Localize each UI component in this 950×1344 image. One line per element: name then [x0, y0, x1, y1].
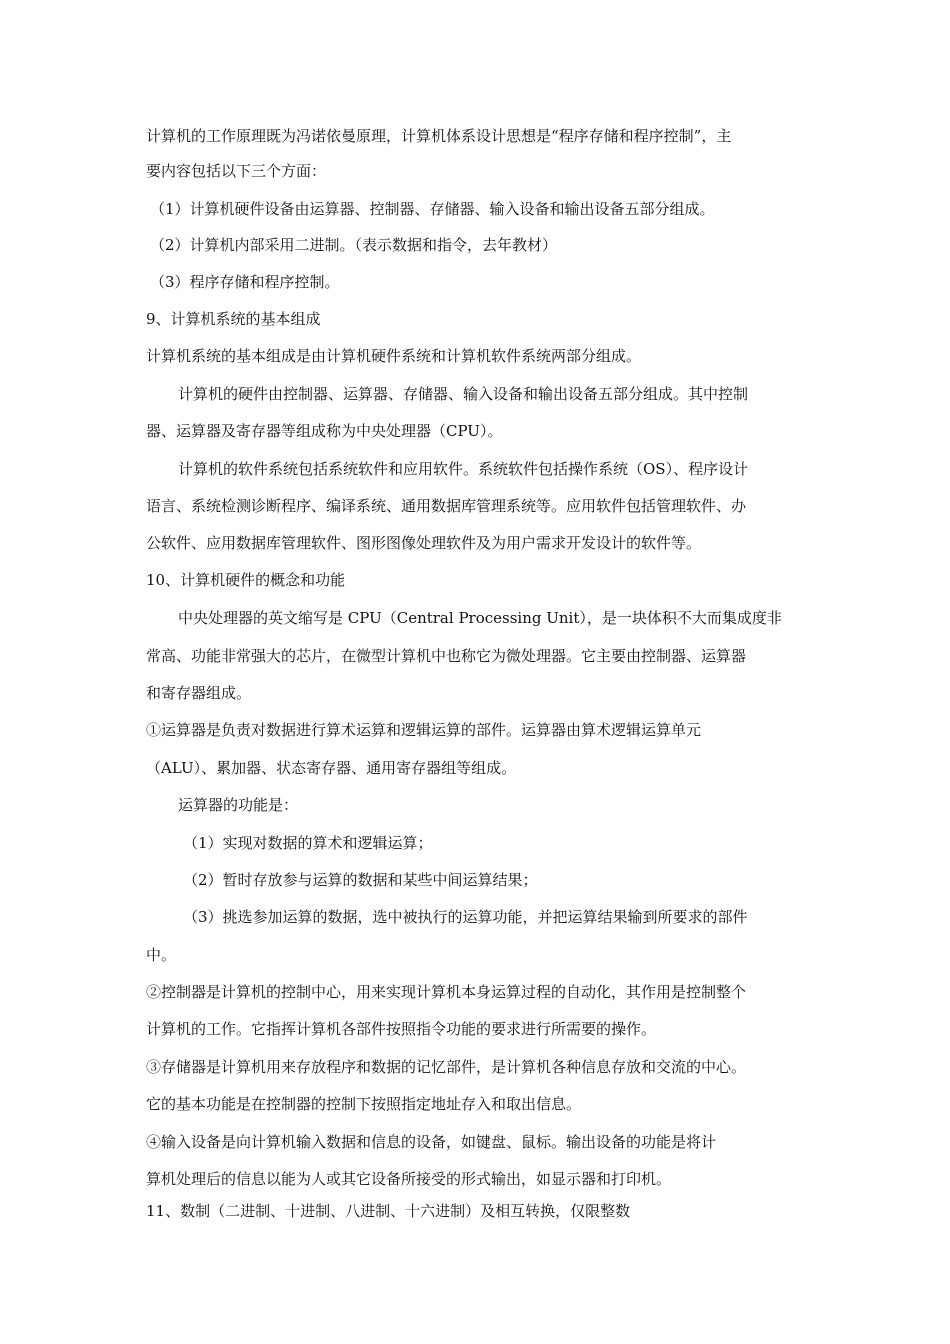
section-heading: 10、计算机硬件的概念和功能 [146, 571, 346, 589]
list-item: （1）计算机硬件设备由运算器、控制器、存储器、输入设备和输出设备五部分组成。 [150, 200, 715, 218]
section-heading: 11、数制（二进制、十进制、八进制、十六进制）及相互转换，仅限整数 [146, 1202, 631, 1220]
text-line: 常高、功能非常强大的芯片，在微型计算机中也称它为微处理器。它主要由控制器、运算器 [146, 647, 747, 665]
text-line: ③存储器是计算机用来存放程序和数据的记忆部件，是计算机各种信息存放和交流的中心。 [146, 1058, 747, 1076]
text-line: 中。 [146, 946, 177, 964]
text-line: ②控制器是计算机的控制中心，用来实现计算机本身运算过程的自动化，其作用是控制整个 [146, 983, 747, 1001]
section-heading: 9、计算机系统的基本组成 [146, 310, 321, 328]
text-line: 和寄存器组成。 [146, 684, 252, 702]
list-item: （2）暂时存放参与运算的数据和某些中间运算结果； [183, 871, 538, 889]
list-item: （1）实现对数据的算术和逻辑运算； [183, 834, 433, 852]
list-item: （3）程序存储和程序控制。 [150, 273, 340, 291]
text-line: 中央处理器的英文缩写是 CPU（Central Processing Unit），是一块体积不大而集成度非 [178, 609, 782, 627]
text-line: 计算机系统的基本组成是由计算机硬件系统和计算机软件系统两部分组成。 [146, 347, 642, 365]
text-line: 语言、系统检测诊断程序、编译系统、通用数据库管理系统等。应用软件包括管理软件、办 [146, 497, 747, 515]
text-line: ①运算器是负责对数据进行算术运算和逻辑运算的部件。运算器由算术逻辑运算单元 [146, 721, 702, 739]
text-line: 器、运算器及寄存器等组成称为中央处理器（CPU）。 [146, 422, 503, 440]
text-line: 计算机的硬件由控制器、运算器、存储器、输入设备和输出设备五部分组成。其中控制 [178, 385, 749, 403]
text-line: 运算器的功能是： [178, 796, 299, 814]
list-item: （3）挑选参加运算的数据，选中被执行的运算功能，并把运算结果输到所要求的部件 [183, 908, 748, 926]
text-line: 计算机的软件系统包括系统软件和应用软件。系统软件包括操作系统（OS）、程序设计 [178, 460, 749, 478]
text-line: ④输入设备是向计算机输入数据和信息的设备，如键盘、鼠标。输出设备的功能是将计 [146, 1133, 717, 1151]
text-line: 算机处理后的信息以能为人或其它设备所接受的形式输出，如显示器和打印机。 [146, 1170, 672, 1188]
text-line: （ALU）、累加器、状态寄存器、通用寄存器组等组成。 [146, 759, 517, 777]
text-line: 计算机的工作。它指挥计算机各部件按照指令功能的要求进行所需要的操作。 [146, 1020, 657, 1038]
list-item: （2）计算机内部采用二进制。（表示数据和指令，去年教材） [150, 236, 558, 254]
text-line: 要内容包括以下三个方面： [146, 162, 327, 180]
text-line: 公软件、应用数据库管理软件、图形图像处理软件及为用户需求开发设计的软件等。 [146, 534, 702, 552]
text-line: 计算机的工作原理既为冯诺依曼原理，计算机体系设计思想是“程序存储和程序控制”，主 [146, 127, 732, 145]
text-line: 它的基本功能是在控制器的控制下按照指定地址存入和取出信息。 [146, 1095, 582, 1113]
